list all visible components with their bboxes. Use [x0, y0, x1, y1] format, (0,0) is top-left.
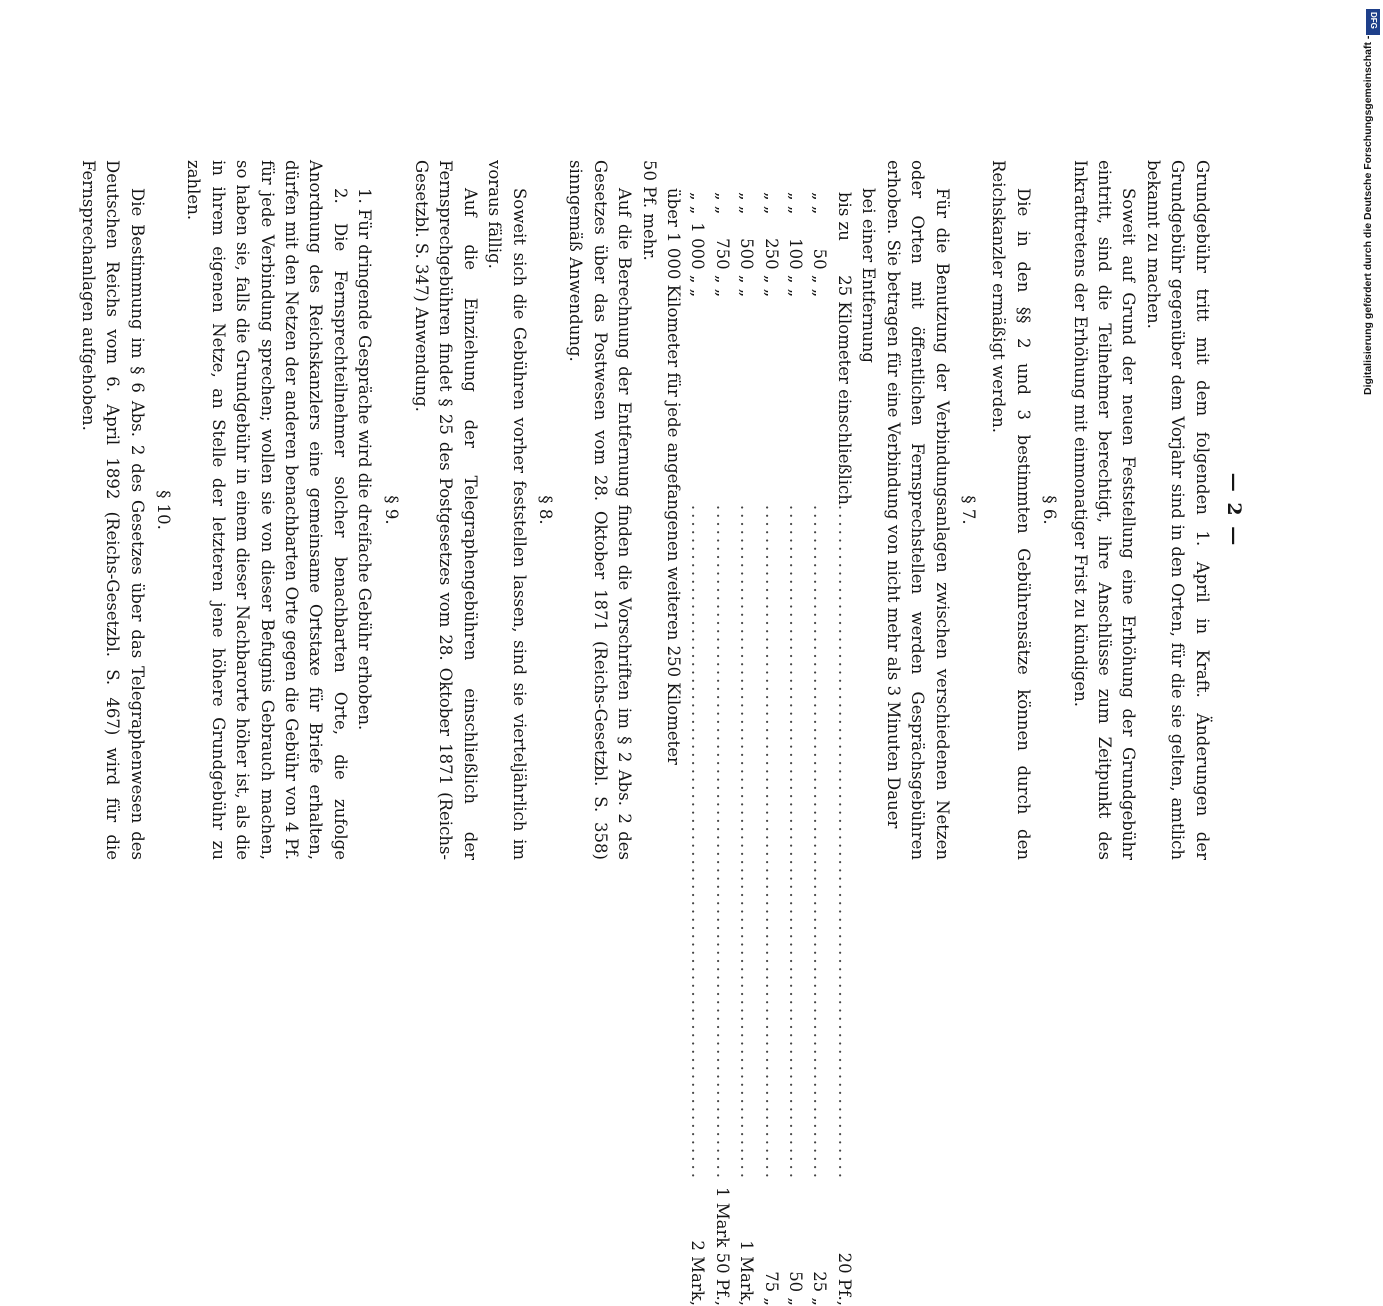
rotated-document-page	[78, 160, 1246, 1306]
fee-table-last-row: über 1 000 Kilometer für jede angefangenen weiteren 250 Kilometer	[664, 188, 684, 765]
fee-price: 1 Mark,	[737, 1240, 757, 1306]
dfg-logo: DFG	[1366, 9, 1380, 35]
fee-row: „ „ 750 „ „ .................................................................................. 1 Mark 50 Pf.,	[709, 160, 733, 1306]
digitization-credit: Digitalisierung gefördert durch die Deutsche Forschungsgemeinschaft -	[1362, 35, 1374, 395]
paragraph-grundgebuehr: Grundgebühr tritt mit dem folgenden 1. April in Kraft. Änderungen der Grundgebühr gegenüber dem Vorjahr sind in den Orten, für die sie gelten, amtlich bekannt zu machen.	[1143, 160, 1212, 860]
fee-table	[685, 160, 856, 1306]
paragraph-erhoehung: Soweit auf Grund der neuen Feststellung eine Erhöhung der Grundgebühr eintritt, sind die Teilnehmer berechtigt, ihre Anschlüsse zum Zeitpunkt des Inkrafttretens der Erhöhung mit einmonatiger Frist zu kündigen.	[1070, 160, 1139, 860]
section-10-text: Die Bestimmung im § 6 Abs. 2 des Gesetzes über das Telegraphenwesen des Deutschen Reichs vom 6. April 1892 (Reichs-Gesetzbl. S. 467) wird für die Fernsprechanlagen aufgehoben.	[78, 160, 147, 860]
section-8-text-2: Auf die Einziehung der Telegraphengebühren einschließlich der Fernsprechgebühren findet § 25 des Postgesetzes vom 28. Oktober 1871 (Reichs-Gesetzbl. S. 347) Anwendung.	[412, 160, 480, 860]
section-7-text-2: Auf die Berechnung der Entfernung finden die Vorschriften im § 2 Abs. 2 des Gesetzes über das Postwesen vom 28. Oktober 1871 (Reichs-Gesetzbl. S. 358) sinngemäß Anwendung.	[566, 160, 635, 860]
section-9-item-2: 2. Die Fernsprechteilnehmer solcher benachbarten Orte, die zufolge Anordnung des Reichskanzlers eine gemeinsame Ortstaxe für Briefe erhalten, dürfen mit den Netzen der anderen benachbarten Orte gegen die Gebühr von 4 Pf. für jede Verbindung sprechen; wollen sie von dieser Befugnis Gebrauch machen, so haben sie, falls die Grundgebühr in einem dieser Nachbarorte höher ist, als die in ihrem eigenen Netze, an Stelle der letzteren jene höhere Grundgebühr zu zahlen.	[184, 160, 350, 860]
fee-row: „ „ 500 „ „ .................................................................................. 1 Mark,	[734, 160, 758, 1306]
page-number: — 2 —	[1223, 472, 1245, 548]
section-9-heading: § 9.	[381, 495, 401, 525]
fee-row: bis zu 25 Kilometer einschließlich .................................................................................. 20 Pf.,	[832, 160, 856, 1306]
section-8-heading: § 8.	[536, 495, 556, 525]
section-10-heading: § 10.	[153, 490, 173, 530]
fee-row: „ „ 250 „ „ .................................................................................. 75 „	[758, 160, 782, 1306]
fee-price: 1 Mark 50 Pf.,	[712, 1187, 732, 1306]
section-7-text: Für die Benutzung der Verbindungsanlagen zwischen verschiedenen Netzen oder Orten mit öffentlichen Fernsprechstellen werden Gesprächsgebühren erhoben. Sie betragen für eine Verbindung von nicht mehr als 3 Minuten Dauer	[883, 160, 952, 860]
fee-row: „ „ 100 „ „ .................................................................................. 50 „	[783, 160, 807, 1306]
fee-price: 2 Mark,	[688, 1240, 708, 1306]
fee-price: 50 „	[786, 1271, 806, 1306]
section-7-after: 50 Pf. mehr.	[639, 160, 659, 261]
section-6-heading: § 6.	[1040, 495, 1060, 525]
fee-price: 20 Pf.,	[834, 1252, 854, 1306]
fee-price: 75 „	[761, 1271, 781, 1306]
section-7-heading: § 7.	[958, 495, 978, 525]
fee-row: „ „ 50 „ „ .................................................................................. 25 „	[807, 160, 831, 1306]
section-7-lead: bei einer Entfernung	[859, 188, 879, 363]
section-6-text: Die in den §§ 2 und 3 bestimmten Gebührensätze können durch den Reichskanzler ermäßigt werden.	[989, 160, 1033, 860]
section-8-text: Soweit sich die Gebühren vorher feststellen lassen, sind sie vierteljährlich im voraus fällig.	[485, 160, 529, 860]
section-9-item-1: 1. Für dringende Gespräche wird die dreifache Gebühr erhoben.	[355, 188, 375, 731]
fee-row: „ „ 1 000 „ „ .................................................................................. 2 Mark,	[685, 160, 709, 1306]
fee-price: 25 „	[810, 1271, 830, 1306]
